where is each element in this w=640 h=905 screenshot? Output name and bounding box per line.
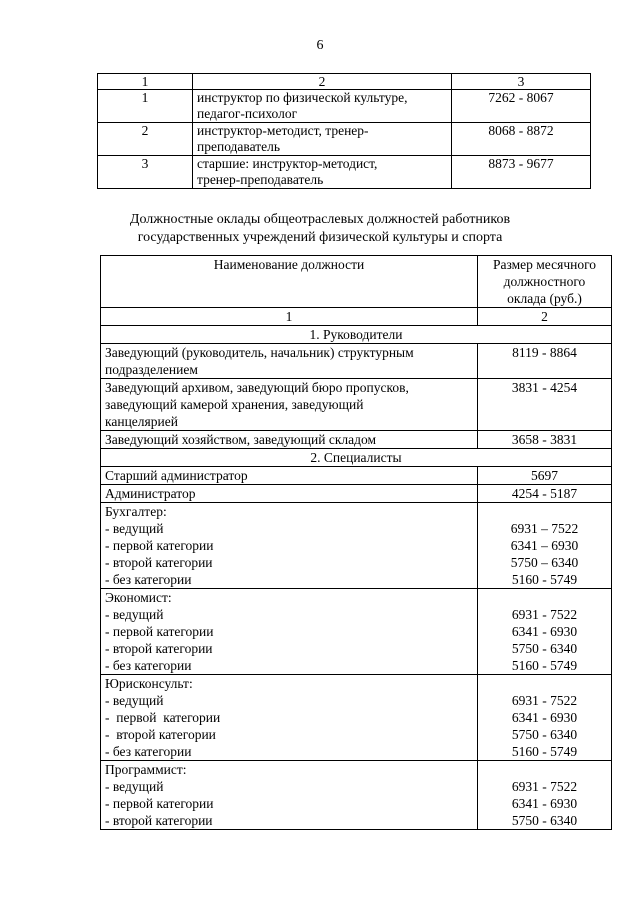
row-number: 1 (98, 90, 193, 123)
column-header-salary: Размер месячного должностного оклада (руб.) (478, 256, 612, 308)
salary-range: 3831 - 4254 (478, 379, 612, 431)
position-name: старшие: инструктор-методист, тренер-преподаватель (193, 156, 452, 189)
salary-range: 6931 - 7522 (511, 779, 578, 794)
salary-range: 8873 - 9677 (452, 156, 591, 189)
salary-range: 5750 - 6340 (511, 727, 578, 742)
position-group (101, 589, 478, 675)
table-row (101, 431, 612, 449)
position-name: Заведующий (руководитель, начальник) структурным подразделением (101, 344, 478, 379)
column-number-row (101, 308, 612, 326)
salary-range: 7262 - 8067 (452, 90, 591, 123)
column-number: 1 (98, 74, 193, 90)
column-number: 2 (193, 74, 452, 90)
position-group (101, 761, 478, 830)
salary-range: 5750 – 6340 (510, 555, 579, 570)
group-item: - первой категории (105, 710, 221, 725)
salary-range: 5160 - 5749 (511, 744, 578, 759)
section-title: 1. Руководители (101, 326, 612, 344)
group-item: - второй категории (105, 641, 213, 656)
table-row (101, 761, 612, 830)
group-item: - ведущий (105, 607, 164, 622)
position-name: Администратор (101, 485, 478, 503)
position-name: Заведующий хозяйством, заведующий складом (101, 431, 478, 449)
table-row (101, 675, 612, 761)
group-item: - первой категории (105, 624, 214, 639)
salary-range: 6341 - 6930 (511, 796, 578, 811)
salary-range: 8068 - 8872 (452, 123, 591, 156)
position-group (101, 675, 478, 761)
salary-range: 6931 – 7522 (510, 521, 579, 536)
salary-range: 5750 - 6340 (511, 641, 578, 656)
position-name: инструктор-методист, тренер- преподаватель (193, 123, 452, 156)
column-number: 2 (478, 308, 612, 326)
salary-range: 3658 - 3831 (478, 431, 612, 449)
salary-table-instructors (97, 73, 591, 189)
table-header-row (101, 256, 612, 308)
salary-range: 5160 - 5749 (511, 572, 578, 587)
table-row (101, 467, 612, 485)
column-header-position: Наименование должности (101, 256, 478, 308)
salary-range: 6341 – 6930 (510, 538, 579, 553)
table-row (101, 485, 612, 503)
position-name: инструктор по физической культуре, педагог-психолог (193, 90, 452, 123)
group-title: Экономист: (105, 590, 172, 605)
row-number: 3 (98, 156, 193, 189)
salary-range: 5160 - 5749 (511, 658, 578, 673)
group-title: Программист: (105, 762, 187, 777)
table-row (101, 379, 612, 431)
salary-range: 6341 - 6930 (511, 710, 578, 725)
section-row (101, 449, 612, 467)
group-title: Бухгалтер: (105, 504, 167, 519)
group-item: - второй категории (105, 727, 216, 742)
salary-range: 6931 - 7522 (511, 693, 578, 708)
group-item: - без категории (105, 572, 192, 587)
position-group (101, 503, 478, 589)
group-title: Юрисконсульт: (105, 676, 193, 691)
table-header-row (98, 74, 591, 90)
group-item: - ведущий (105, 779, 164, 794)
row-number: 2 (98, 123, 193, 156)
salary-range: 4254 - 5187 (478, 485, 612, 503)
group-item: - второй категории (105, 813, 213, 828)
group-item: - ведущий (105, 693, 164, 708)
group-item: - ведущий (105, 521, 164, 536)
group-item: - без категории (105, 658, 192, 673)
table-row (98, 90, 591, 123)
salary-range: 8119 - 8864 (478, 344, 612, 379)
group-item: - без категории (105, 744, 192, 759)
salary-table-general-positions (100, 255, 612, 830)
group-item: - первой категории (105, 796, 214, 811)
salary-group (478, 675, 612, 761)
salary-range: 6931 - 7522 (511, 607, 578, 622)
position-name: Старший администратор (101, 467, 478, 485)
salary-range: 5697 (478, 467, 612, 485)
salary-group (478, 503, 612, 589)
table-row (101, 344, 612, 379)
salary-group (478, 589, 612, 675)
table-row (98, 123, 591, 156)
group-item: - второй категории (105, 555, 213, 570)
table-row (98, 156, 591, 189)
group-item: - первой категории (105, 538, 214, 553)
page-number: 6 (316, 38, 324, 53)
salary-range: 6341 - 6930 (511, 624, 578, 639)
salary-group (478, 761, 612, 830)
table-row (101, 589, 612, 675)
column-number: 1 (101, 308, 478, 326)
section-title: 2. Специалисты (101, 449, 612, 467)
table-row (101, 503, 612, 589)
section-row (101, 326, 612, 344)
salary-range: 5750 - 6340 (511, 813, 578, 828)
table-caption: Должностные оклады общеотраслевых должностей работников государственных учреждений физической культуры и спорта (129, 212, 511, 245)
column-number: 3 (452, 74, 591, 90)
position-name: Заведующий архивом, заведующий бюро пропусков, заведующий камерой хранения, заведующий канцелярией (101, 379, 478, 431)
